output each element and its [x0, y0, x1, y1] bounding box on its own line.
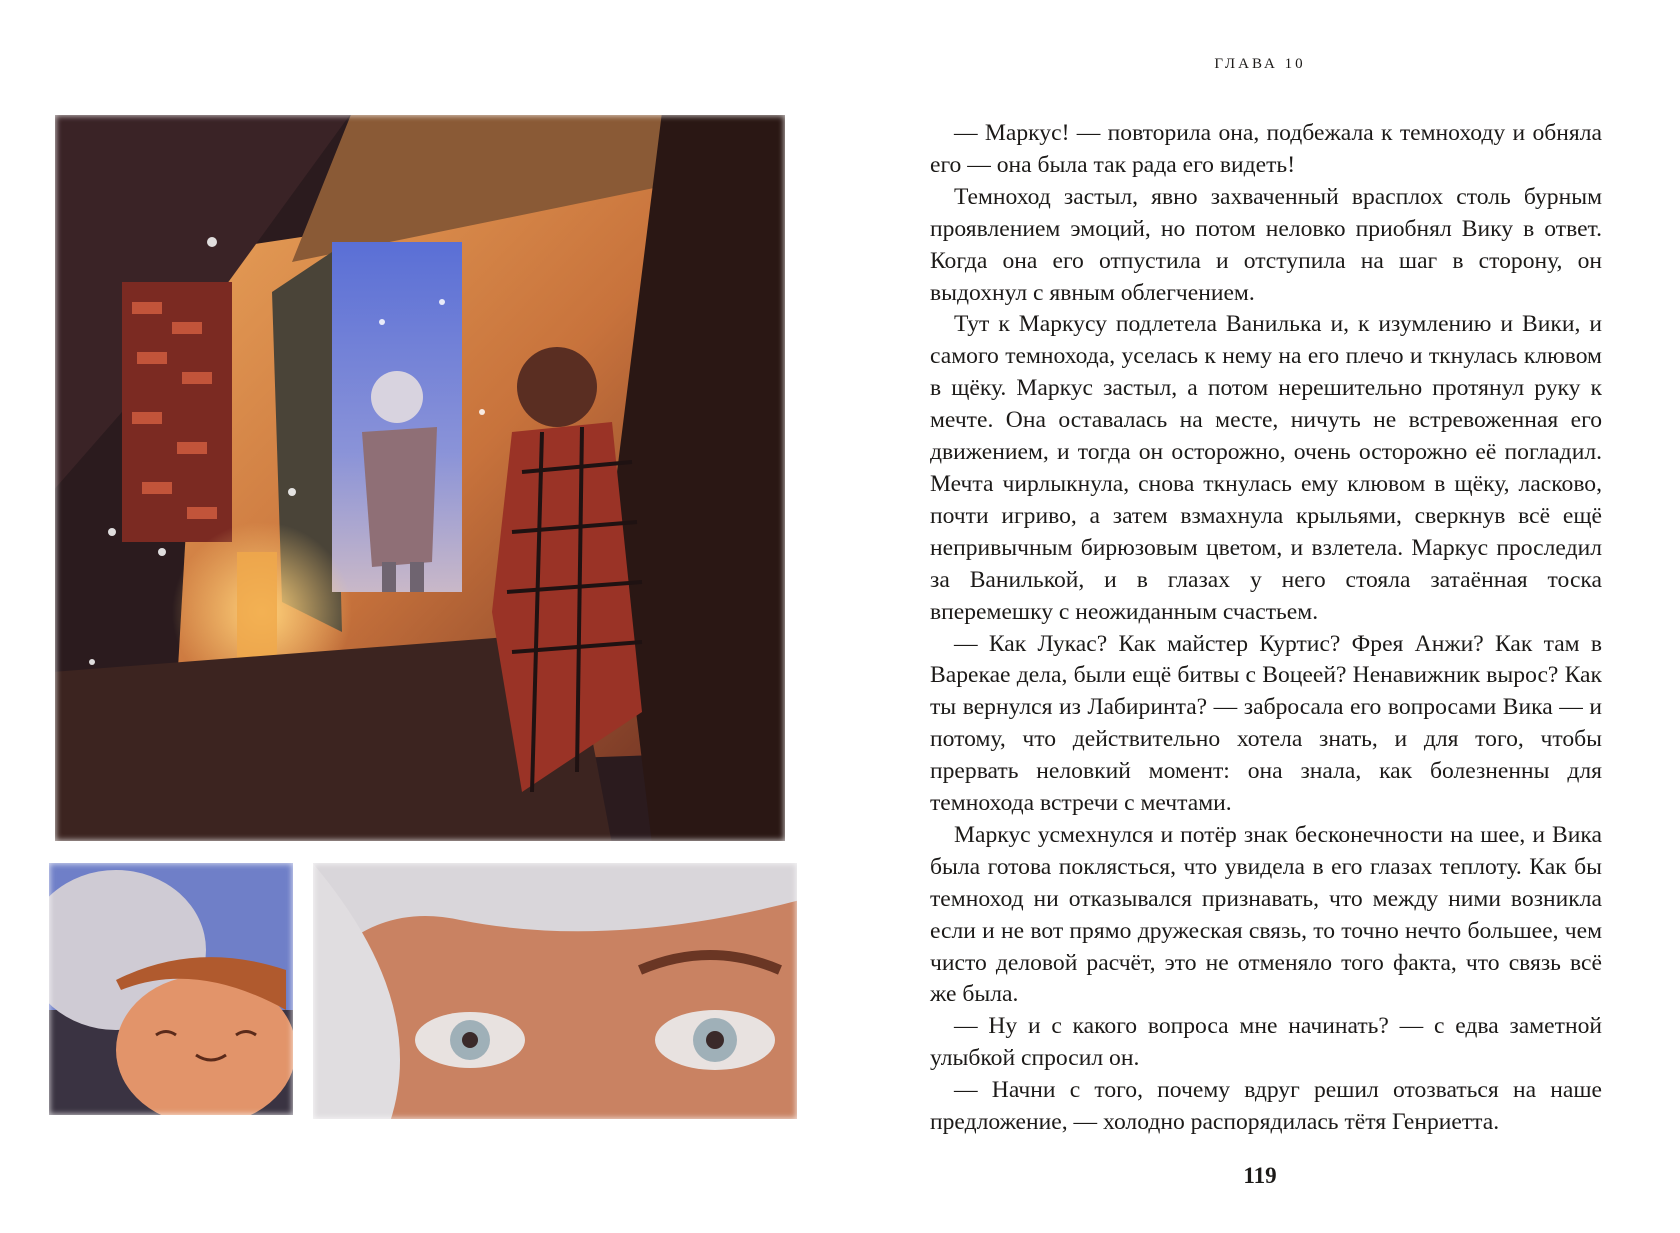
attic-door-scene — [52, 112, 788, 844]
paragraph: — Начни с того, почему вдруг решил отозваться на наше предложение, — холодно распорядилась тётя Генриетта. — [930, 1077, 1602, 1136]
paragraph: Темноход застыл, явно захваченный врасплох столь бурным проявлением эмоций, но потом неловко приобнял Вику в ответ. Когда она его отпустила и отступила на шаг в сторону, он выдохнул с явным облегчением. — [930, 183, 1602, 306]
running-head: ГЛАВА 10 — [1214, 56, 1306, 72]
page-number: 119 — [1243, 1163, 1277, 1188]
paragraph: — Ну и с какого вопроса мне начинать? — с едва заметной улыбкой спросил он. — [930, 1013, 1602, 1072]
eyes-closeup-art — [310, 860, 800, 1122]
panel-girl-closeup — [46, 860, 296, 1118]
body-text — [930, 118, 1602, 1139]
paragraph: Тут к Маркусу подлетела Ванилька и, к изумлению и Вики, и самого темнохода, уселась к нему на его плечо и ткнулась клювом в щёку. Маркус застыл, а потом нерешительно протянул руку к мечте. Она оставалась на месте, ничуть не встревоженная его движением, и тогда он осторожно, очень осторожно её погладил. Мечта чирлыкнула, снова ткнулась ему клювом в щёку, ласково, почти игриво, а затем взмахнула крыльями, сверкнув всё ещё непривычным бирюзовым цветом, и взлетела. Маркус проследил за Ванилькой, и в глазах у него стояла затаённая тоска вперемешку с неожиданным счастьем. — [930, 311, 1602, 625]
girl-head — [517, 347, 597, 427]
paragraph: — Как Лукас? Как майстер Куртис? Фрея Анжи? Как там в Варекае дела, были ещё битвы с Воцеей? Ненавижник вырос? Как ты вернулся из Лабиринта? — забросала его вопросами Вика — и потому, что действительно хотела знать, и для того, чтобы прервать неловкий момент: она знала, как болезненны для темнохода встречи с мечтами. — [930, 630, 1602, 817]
figure-cloak — [362, 427, 437, 567]
main-illustration — [52, 112, 788, 844]
paragraph: Маркус усмехнулся и потёр знак бесконечности на шее, и Вика была готова поклясться, что увидела в его глазах теплоту. Как бы темноход ни отказывался признавать, что между ними возникла если и не вот прямо дружеская связь, то точно нечто большее, чем чисто деловой расчёт, это не отменяло того факта, что связь всё же была. — [930, 821, 1602, 1008]
panel-eyes-closeup — [310, 860, 800, 1122]
girl-closeup-art — [46, 860, 296, 1118]
figure-head — [371, 371, 423, 423]
paragraph: — Маркус! — повторила она, подбежала к темноходу и обняла его — она была так рада его видеть! — [930, 120, 1602, 178]
lamp — [237, 552, 277, 672]
